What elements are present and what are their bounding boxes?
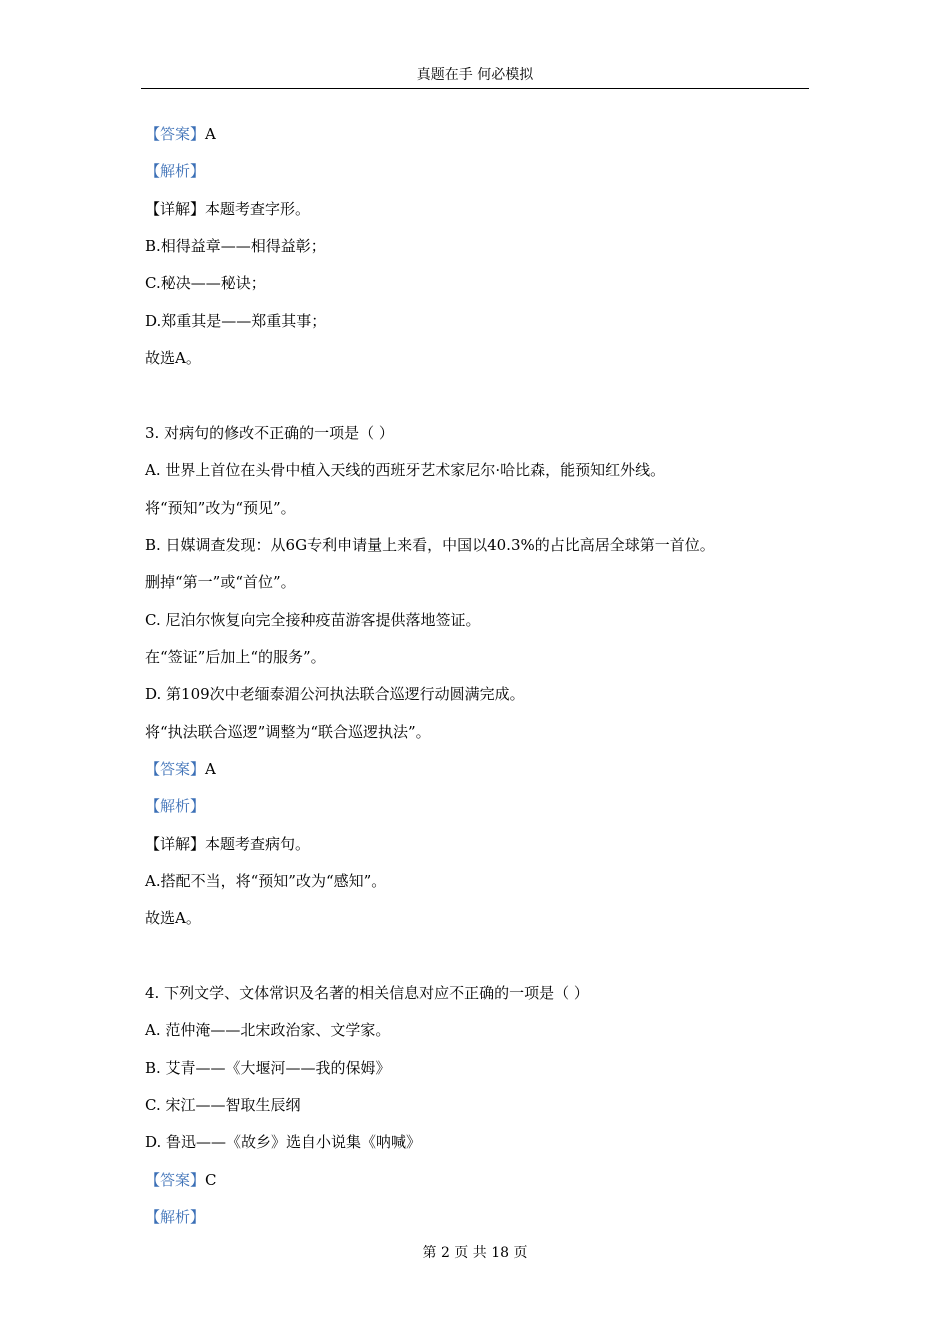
q3-option-a-fix: 将“预知”改为“预见”。 xyxy=(145,499,296,517)
q3-option-b-fix: 删掉“第一”或“首位”。 xyxy=(145,573,296,591)
q4-option-a: A. 范仲淹——北宋政治家、文学家。 xyxy=(145,1021,391,1039)
q2-explain-d: D.郑重其是——郑重其事； xyxy=(145,312,327,330)
answer-tag: 【答案】 xyxy=(145,1171,206,1189)
q4-option-c: C. 宋江——智取生辰纲 xyxy=(145,1096,301,1114)
q2-explain-b: B.相得益章——相得益彰； xyxy=(145,237,326,255)
q4-analysis-tag: 【解析】 xyxy=(145,1208,206,1226)
q4-option-b: B. 艾青——《大堰河——我的保姆》 xyxy=(145,1059,391,1077)
answer-value: C xyxy=(205,1171,217,1189)
page-header: 真题在手 何必模拟 xyxy=(416,67,534,83)
q2-conclusion: 故选A。 xyxy=(145,349,201,367)
q2-answer-line xyxy=(145,124,216,144)
q4-answer-line xyxy=(145,1170,217,1190)
answer-tag: 【答案】 xyxy=(145,125,206,143)
q3-analysis-tag: 【解析】 xyxy=(145,797,206,815)
page-footer: 第 2 页 共 18 页 xyxy=(422,1245,528,1261)
answer-value: A xyxy=(205,125,216,143)
q3-detail: 【详解】本题考查病句。 xyxy=(145,835,311,853)
q3-option-a: A. 世界上首位在头骨中植入天线的西班牙艺术家尼尔·哈比森，能预知红外线。 xyxy=(145,461,666,479)
q2-detail: 【详解】本题考查字形。 xyxy=(145,200,311,218)
q3-option-c: C. 尼泊尔恢复向完全接种疫苗游客提供落地签证。 xyxy=(145,611,481,629)
q3-option-c-fix: 在“签证”后加上“的服务”。 xyxy=(145,648,326,666)
answer-tag: 【答案】 xyxy=(145,760,206,778)
q3-option-d: D. 第109次中老缅泰湄公河执法联合巡逻行动圆满完成。 xyxy=(145,685,525,703)
q2-analysis-tag: 【解析】 xyxy=(145,162,206,180)
q3-explain: A.搭配不当，将“预知”改为“感知”。 xyxy=(145,872,387,890)
answer-value: A xyxy=(205,760,216,778)
q3-answer-line xyxy=(145,759,216,779)
q3-option-b: B. 日媒调查发现：从6G专利申请量上来看，中国以40.3%的占比高居全球第一首位。 xyxy=(145,536,715,554)
q4-stem: 4. 下列文学、文体常识及名著的相关信息对应不正确的一项是（ ） xyxy=(145,984,589,1002)
q3-stem: 3. 对病句的修改不正确的一项是（ ） xyxy=(145,424,394,442)
q4-option-d: D. 鲁迅——《故乡》选自小说集《呐喊》 xyxy=(145,1133,422,1151)
q3-option-d-fix: 将“执法联合巡逻”调整为“联合巡逻执法”。 xyxy=(145,723,431,741)
q2-explain-c: C.秘决——秘诀； xyxy=(145,274,266,292)
q3-conclusion: 故选A。 xyxy=(145,909,201,927)
header-rule xyxy=(141,88,809,89)
